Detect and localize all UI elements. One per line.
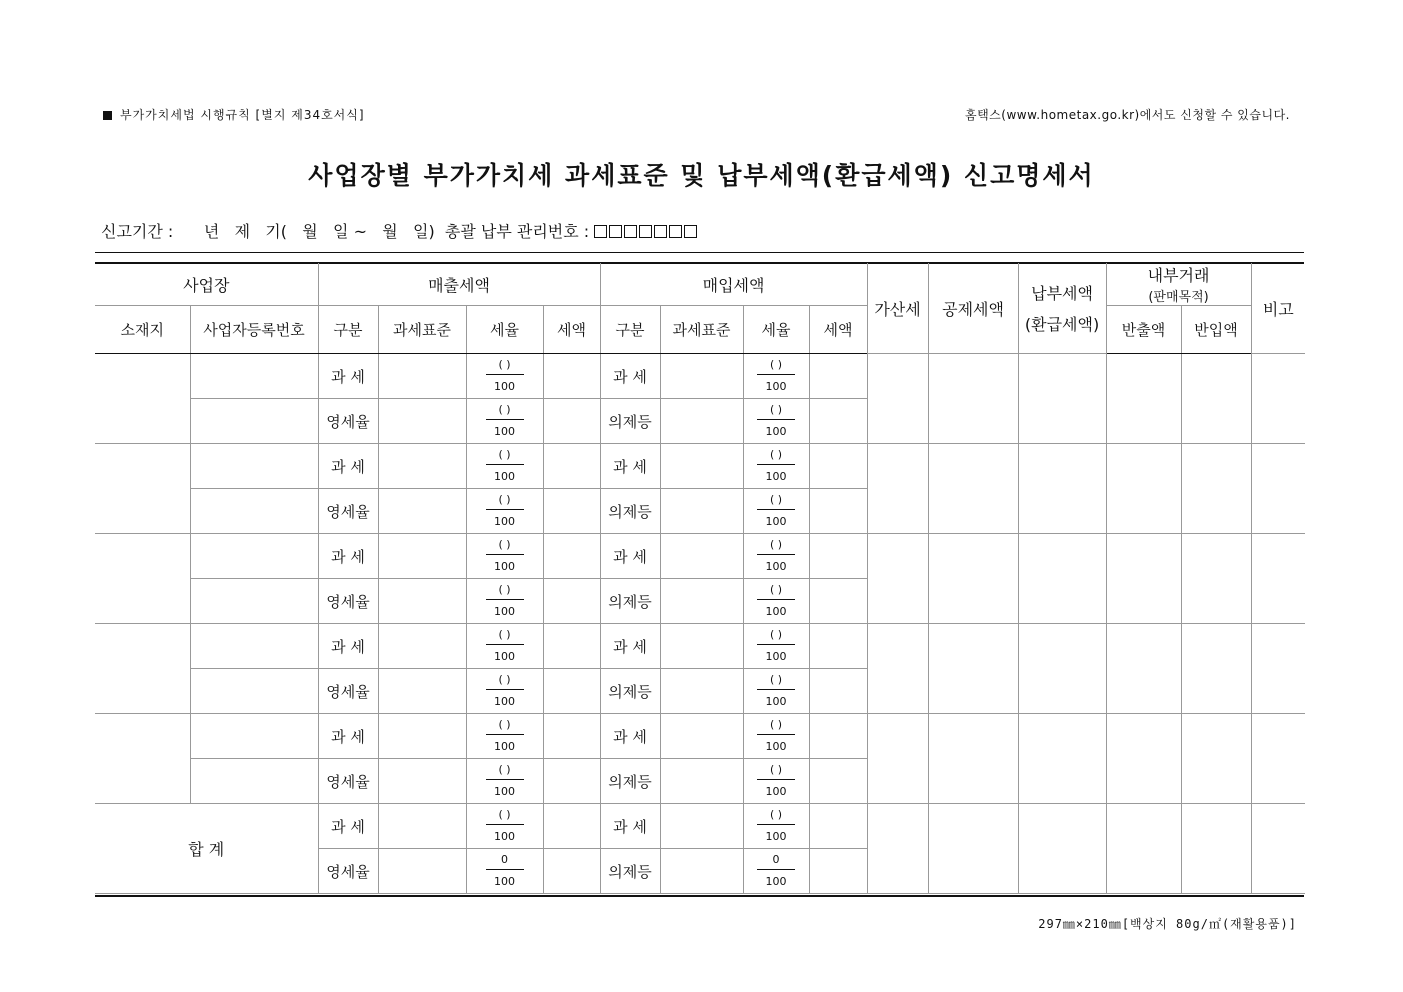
- purchase-base-cell[interactable]: [660, 489, 743, 534]
- sales-base-cell[interactable]: [378, 849, 466, 894]
- rate-numerator: ( ): [757, 674, 795, 690]
- sales-category-cell: 과 세: [318, 804, 378, 849]
- payment-cell[interactable]: [1018, 804, 1106, 894]
- rate-fraction: [757, 719, 795, 752]
- header-remark: 비고: [1251, 263, 1305, 354]
- rate-cell[interactable]: [743, 759, 809, 804]
- rate-denominator: 100: [765, 829, 787, 843]
- rate-fraction: [486, 449, 524, 482]
- sales-base-cell[interactable]: [378, 669, 466, 714]
- rate-fraction: [486, 539, 524, 572]
- purchase-amount-cell[interactable]: [809, 759, 867, 804]
- period-tilde: ~: [353, 222, 367, 241]
- header-internal-transactions: [1106, 263, 1251, 306]
- form-reference-text: 부가가치세법 시행규칙 [별지 제34호서식]: [120, 108, 365, 122]
- rate-cell[interactable]: [743, 399, 809, 444]
- header-purchase-amount: 세액: [809, 306, 867, 354]
- sales-base-cell[interactable]: [378, 579, 466, 624]
- penalty-cell[interactable]: [867, 624, 928, 714]
- rate-numerator: ( ): [486, 494, 524, 510]
- sales-base-cell[interactable]: [378, 399, 466, 444]
- rate-denominator: 100: [494, 469, 515, 483]
- incoming-cell[interactable]: [1181, 624, 1251, 714]
- total-row: [95, 804, 1305, 849]
- purchase-category-cell: 과 세: [600, 714, 660, 759]
- rate-fraction: [486, 674, 524, 707]
- rate-cell[interactable]: [743, 444, 809, 489]
- period-month-from: 월: [302, 222, 318, 241]
- registration-number-cell[interactable]: [190, 444, 318, 489]
- sales-category-cell: 영세율: [318, 849, 378, 894]
- rate-fraction: [486, 854, 524, 887]
- header-penalty-tax: 가산세: [867, 263, 928, 354]
- remark-cell[interactable]: [1251, 444, 1305, 534]
- rate-cell[interactable]: [743, 489, 809, 534]
- outgoing-cell[interactable]: [1106, 444, 1181, 534]
- outgoing-cell[interactable]: [1106, 804, 1181, 894]
- header-location: 소재지: [95, 306, 190, 354]
- rate-fraction: [486, 809, 524, 842]
- rate-fraction: [757, 539, 795, 572]
- sales-amount-cell[interactable]: [543, 534, 600, 579]
- rate-numerator: ( ): [757, 629, 795, 645]
- rate-cell[interactable]: [466, 714, 543, 759]
- purchase-category-cell: 과 세: [600, 804, 660, 849]
- rate-cell[interactable]: [466, 849, 543, 894]
- incoming-cell[interactable]: [1181, 714, 1251, 804]
- remark-cell[interactable]: [1251, 804, 1305, 894]
- purchase-amount-cell[interactable]: [809, 354, 867, 399]
- purchase-amount-cell[interactable]: [809, 714, 867, 759]
- header-outgoing: 반출액: [1106, 306, 1181, 354]
- registration-number-cell[interactable]: [190, 489, 318, 534]
- management-number-boxes[interactable]: [594, 222, 699, 241]
- rate-cell[interactable]: [466, 399, 543, 444]
- sales-base-cell[interactable]: [378, 534, 466, 579]
- sales-category-cell: 영세율: [318, 759, 378, 804]
- incoming-cell[interactable]: [1181, 444, 1251, 534]
- rate-fraction: [757, 854, 795, 887]
- table-row: [95, 444, 1305, 489]
- sales-amount-cell[interactable]: [543, 714, 600, 759]
- page-title: 사업장별 부가가치세 과세표준 및 납부세액(환급세액) 신고명세서: [308, 161, 1095, 190]
- deduction-cell[interactable]: [928, 804, 1018, 894]
- rate-fraction: [486, 719, 524, 752]
- outgoing-cell[interactable]: [1106, 624, 1181, 714]
- rate-numerator: ( ): [486, 404, 524, 420]
- rate-denominator: 100: [765, 559, 787, 573]
- sales-category-cell: 과 세: [318, 534, 378, 579]
- rate-fraction: [757, 629, 795, 662]
- sales-category-cell: 영세율: [318, 669, 378, 714]
- rate-numerator: ( ): [486, 629, 524, 645]
- rate-denominator: 100: [765, 469, 787, 483]
- payment-cell[interactable]: [1018, 714, 1106, 804]
- management-number-box[interactable]: [654, 225, 667, 238]
- rate-cell[interactable]: [743, 714, 809, 759]
- rate-denominator: 100: [494, 379, 515, 393]
- header-payment-label: 납부세액: [1031, 284, 1093, 303]
- purchase-base-cell[interactable]: [660, 444, 743, 489]
- remark-cell[interactable]: [1251, 714, 1305, 804]
- period-day-from: 일: [333, 222, 349, 241]
- rate-fraction: [486, 494, 524, 527]
- rate-denominator: 100: [765, 649, 787, 663]
- rate-denominator: 100: [494, 514, 515, 528]
- period-paren-close: ): [428, 222, 435, 241]
- rate-cell[interactable]: [466, 579, 543, 624]
- table-row: [95, 534, 1305, 579]
- period-je-label: 제: [234, 222, 251, 241]
- payment-cell[interactable]: [1018, 444, 1106, 534]
- sales-amount-cell[interactable]: [543, 579, 600, 624]
- form-reference: [103, 106, 365, 123]
- purchase-base-cell[interactable]: [660, 804, 743, 849]
- remark-cell[interactable]: [1251, 354, 1305, 444]
- deduction-cell[interactable]: [928, 534, 1018, 624]
- header-purchase-category: 구분: [600, 306, 660, 354]
- sales-amount-cell[interactable]: [543, 444, 600, 489]
- rate-fraction: [757, 359, 795, 392]
- table-bottom-border: [95, 895, 1304, 897]
- rate-denominator: 100: [765, 604, 787, 618]
- outgoing-cell[interactable]: [1106, 354, 1181, 444]
- table-row: [95, 714, 1305, 759]
- management-number-box[interactable]: [609, 225, 622, 238]
- purchase-category-cell: 과 세: [600, 354, 660, 399]
- sales-category-cell: 과 세: [318, 354, 378, 399]
- header-sales-category: 구분: [318, 306, 378, 354]
- management-number-box[interactable]: [639, 225, 652, 238]
- location-cell[interactable]: [95, 444, 190, 534]
- sales-category-cell: 과 세: [318, 444, 378, 489]
- rate-numerator: ( ): [486, 539, 524, 555]
- sales-category-cell: 과 세: [318, 714, 378, 759]
- purchase-base-cell[interactable]: [660, 714, 743, 759]
- purchase-category-cell: 의제등: [600, 669, 660, 714]
- table-body: [95, 354, 1305, 894]
- penalty-cell[interactable]: [867, 534, 928, 624]
- business-report-table: [95, 263, 1305, 894]
- penalty-cell[interactable]: [867, 714, 928, 804]
- purchase-base-cell[interactable]: [660, 354, 743, 399]
- report-period-line: [101, 219, 699, 242]
- rate-numerator: ( ): [757, 764, 795, 780]
- purchase-category-cell: 의제등: [600, 399, 660, 444]
- rate-fraction: [757, 404, 795, 437]
- purchase-base-cell[interactable]: [660, 579, 743, 624]
- purchase-base-cell[interactable]: [660, 759, 743, 804]
- header-sales-amount: 세액: [543, 306, 600, 354]
- management-number-box[interactable]: [684, 225, 697, 238]
- purchase-category-cell: 의제등: [600, 849, 660, 894]
- purchase-category-cell: 의제등: [600, 579, 660, 624]
- header-internal-sub: (판매목적): [1148, 290, 1209, 305]
- purchase-category-cell: 과 세: [600, 534, 660, 579]
- rate-cell[interactable]: [466, 444, 543, 489]
- period-year-label: 년: [203, 222, 220, 241]
- sales-amount-cell[interactable]: [543, 759, 600, 804]
- table-row: [95, 354, 1305, 399]
- rate-cell[interactable]: [466, 624, 543, 669]
- sales-amount-cell[interactable]: [543, 804, 600, 849]
- rate-fraction: [486, 359, 524, 392]
- period-month-to: 월: [382, 222, 398, 241]
- header-sales-base: 과세표준: [378, 306, 466, 354]
- sales-category-cell: 영세율: [318, 489, 378, 534]
- paper-spec-note: 297㎜×210㎜[백상지 80g/㎡(재활용품)]: [1038, 917, 1297, 931]
- registration-number-cell[interactable]: [190, 759, 318, 804]
- purchase-base-cell[interactable]: [660, 669, 743, 714]
- purchase-base-cell[interactable]: [660, 399, 743, 444]
- purchase-amount-cell[interactable]: [809, 399, 867, 444]
- registration-number-cell[interactable]: [190, 399, 318, 444]
- header-sales-rate: 세율: [466, 306, 543, 354]
- rate-numerator: ( ): [757, 494, 795, 510]
- header-payment-tax: [1018, 263, 1106, 354]
- sales-amount-cell[interactable]: [543, 624, 600, 669]
- header-sales-tax: 매출세액: [318, 263, 600, 306]
- purchase-amount-cell[interactable]: [809, 444, 867, 489]
- sales-amount-cell[interactable]: [543, 354, 600, 399]
- purchase-category-cell: 의제등: [600, 759, 660, 804]
- management-number-box[interactable]: [594, 225, 607, 238]
- registration-number-cell[interactable]: [190, 354, 318, 399]
- table-row: [95, 624, 1305, 669]
- rate-numerator: ( ): [757, 404, 795, 420]
- rate-fraction: [486, 629, 524, 662]
- penalty-cell[interactable]: [867, 804, 928, 894]
- period-day-to: 일: [412, 222, 429, 241]
- penalty-cell[interactable]: [867, 444, 928, 534]
- sales-amount-cell[interactable]: [543, 399, 600, 444]
- purchase-amount-cell[interactable]: [809, 849, 867, 894]
- purchase-amount-cell[interactable]: [809, 669, 867, 714]
- rate-numerator: ( ): [757, 584, 795, 600]
- rate-numerator: 0: [757, 854, 795, 870]
- purchase-base-cell[interactable]: [660, 534, 743, 579]
- sales-base-cell[interactable]: [378, 714, 466, 759]
- registration-number-cell[interactable]: [190, 714, 318, 759]
- rate-numerator: ( ): [757, 359, 795, 375]
- location-cell[interactable]: [95, 534, 190, 624]
- rate-cell[interactable]: [466, 534, 543, 579]
- header-business: 사업장: [95, 263, 318, 306]
- penalty-cell[interactable]: [867, 354, 928, 444]
- rate-fraction: [757, 449, 795, 482]
- registration-number-cell[interactable]: [190, 579, 318, 624]
- sales-base-cell[interactable]: [378, 624, 466, 669]
- purchase-amount-cell[interactable]: [809, 534, 867, 579]
- registration-number-cell[interactable]: [190, 534, 318, 579]
- sales-base-cell[interactable]: [378, 804, 466, 849]
- location-cell[interactable]: [95, 354, 190, 444]
- rate-fraction: [486, 764, 524, 797]
- rate-fraction: [757, 584, 795, 617]
- payment-cell[interactable]: [1018, 624, 1106, 714]
- rate-numerator: 0: [486, 854, 524, 870]
- rate-numerator: ( ): [486, 764, 524, 780]
- hometax-notice: 홈택스(www.hometax.go.kr)에서도 신청할 수 있습니다.: [964, 108, 1290, 122]
- rate-denominator: 100: [494, 784, 515, 798]
- purchase-amount-cell[interactable]: [809, 624, 867, 669]
- rate-denominator: 100: [494, 424, 515, 438]
- purchase-amount-cell[interactable]: [809, 804, 867, 849]
- deduction-cell[interactable]: [928, 444, 1018, 534]
- header-purchase-rate: 세율: [743, 306, 809, 354]
- rate-denominator: 100: [765, 784, 787, 798]
- remark-cell[interactable]: [1251, 624, 1305, 714]
- incoming-cell[interactable]: [1181, 534, 1251, 624]
- incoming-cell[interactable]: [1181, 354, 1251, 444]
- rate-fraction: [757, 764, 795, 797]
- header-registration-number: 사업자등록번호: [190, 306, 318, 354]
- total-label: 합 계: [95, 804, 318, 894]
- rate-cell[interactable]: [743, 354, 809, 399]
- location-cell[interactable]: [95, 624, 190, 714]
- sales-amount-cell[interactable]: [543, 489, 600, 534]
- rate-denominator: 100: [765, 514, 787, 528]
- rate-cell[interactable]: [466, 354, 543, 399]
- header-payment-sub: (환급세액): [1024, 315, 1100, 334]
- rate-denominator: 100: [765, 739, 787, 753]
- header-deduction-tax: 공제세액: [928, 263, 1018, 354]
- rate-denominator: 100: [494, 739, 515, 753]
- sales-base-cell[interactable]: [378, 489, 466, 534]
- sales-base-cell[interactable]: [378, 354, 466, 399]
- rate-cell[interactable]: [743, 804, 809, 849]
- registration-number-cell[interactable]: [190, 669, 318, 714]
- rate-fraction: [486, 584, 524, 617]
- rate-numerator: ( ): [486, 674, 524, 690]
- management-number-label: 총괄 납부 관리번호 :: [444, 222, 590, 241]
- purchase-category-cell: 과 세: [600, 624, 660, 669]
- rate-numerator: ( ): [757, 539, 795, 555]
- payment-cell[interactable]: [1018, 354, 1106, 444]
- rate-denominator: 100: [494, 649, 515, 663]
- rate-numerator: ( ): [486, 449, 524, 465]
- deduction-cell[interactable]: [928, 624, 1018, 714]
- rate-denominator: 100: [494, 604, 515, 618]
- sales-category-cell: 영세율: [318, 399, 378, 444]
- remark-cell[interactable]: [1251, 534, 1305, 624]
- rate-cell[interactable]: [466, 759, 543, 804]
- sales-base-cell[interactable]: [378, 444, 466, 489]
- rate-fraction: [757, 809, 795, 842]
- management-number-box[interactable]: [624, 225, 637, 238]
- purchase-category-cell: 과 세: [600, 444, 660, 489]
- purchase-category-cell: 의제등: [600, 489, 660, 534]
- rate-denominator: 100: [494, 559, 515, 573]
- rate-denominator: 100: [494, 829, 515, 843]
- period-gi-label: 기: [265, 222, 281, 241]
- rate-denominator: 100: [494, 874, 515, 888]
- sales-amount-cell[interactable]: [543, 849, 600, 894]
- rate-numerator: ( ): [486, 719, 524, 735]
- rate-cell[interactable]: [743, 849, 809, 894]
- location-cell[interactable]: [95, 714, 190, 804]
- rate-numerator: ( ): [757, 449, 795, 465]
- deduction-cell[interactable]: [928, 354, 1018, 444]
- rate-numerator: ( ): [486, 359, 524, 375]
- rate-numerator: ( ): [757, 719, 795, 735]
- square-bullet-icon: [103, 111, 112, 120]
- top-rule-line: [95, 252, 1304, 253]
- sales-base-cell[interactable]: [378, 759, 466, 804]
- rate-numerator: ( ): [757, 809, 795, 825]
- header-incoming: 반입액: [1181, 306, 1251, 354]
- sales-category-cell: 영세율: [318, 579, 378, 624]
- rate-cell[interactable]: [466, 489, 543, 534]
- rate-cell[interactable]: [743, 624, 809, 669]
- rate-numerator: ( ): [486, 584, 524, 600]
- purchase-base-cell[interactable]: [660, 849, 743, 894]
- management-number-box[interactable]: [669, 225, 682, 238]
- rate-cell[interactable]: [743, 669, 809, 714]
- rate-cell[interactable]: [743, 534, 809, 579]
- sales-category-cell: 과 세: [318, 624, 378, 669]
- rate-numerator: ( ): [486, 809, 524, 825]
- rate-denominator: 100: [765, 424, 787, 438]
- rate-denominator: 100: [765, 874, 787, 888]
- rate-cell[interactable]: [466, 804, 543, 849]
- payment-cell[interactable]: [1018, 534, 1106, 624]
- rate-denominator: 100: [765, 694, 787, 708]
- incoming-cell[interactable]: [1181, 804, 1251, 894]
- purchase-amount-cell[interactable]: [809, 489, 867, 534]
- rate-fraction: [486, 404, 524, 437]
- rate-cell[interactable]: [743, 579, 809, 624]
- header-purchase-tax: 매입세액: [600, 263, 867, 306]
- header-internal-label: 내부거래: [1147, 266, 1210, 285]
- outgoing-cell[interactable]: [1106, 714, 1181, 804]
- rate-denominator: 100: [494, 694, 515, 708]
- sales-amount-cell[interactable]: [543, 669, 600, 714]
- rate-fraction: [757, 494, 795, 527]
- deduction-cell[interactable]: [928, 714, 1018, 804]
- rate-cell[interactable]: [466, 669, 543, 714]
- period-paren-open: (: [280, 222, 288, 241]
- registration-number-cell[interactable]: [190, 624, 318, 669]
- period-label: 신고기간 :: [101, 222, 174, 241]
- rate-denominator: 100: [765, 379, 787, 393]
- purchase-amount-cell[interactable]: [809, 579, 867, 624]
- purchase-base-cell[interactable]: [660, 624, 743, 669]
- rate-fraction: [757, 674, 795, 707]
- header-purchase-base: 과세표준: [660, 306, 743, 354]
- outgoing-cell[interactable]: [1106, 534, 1181, 624]
